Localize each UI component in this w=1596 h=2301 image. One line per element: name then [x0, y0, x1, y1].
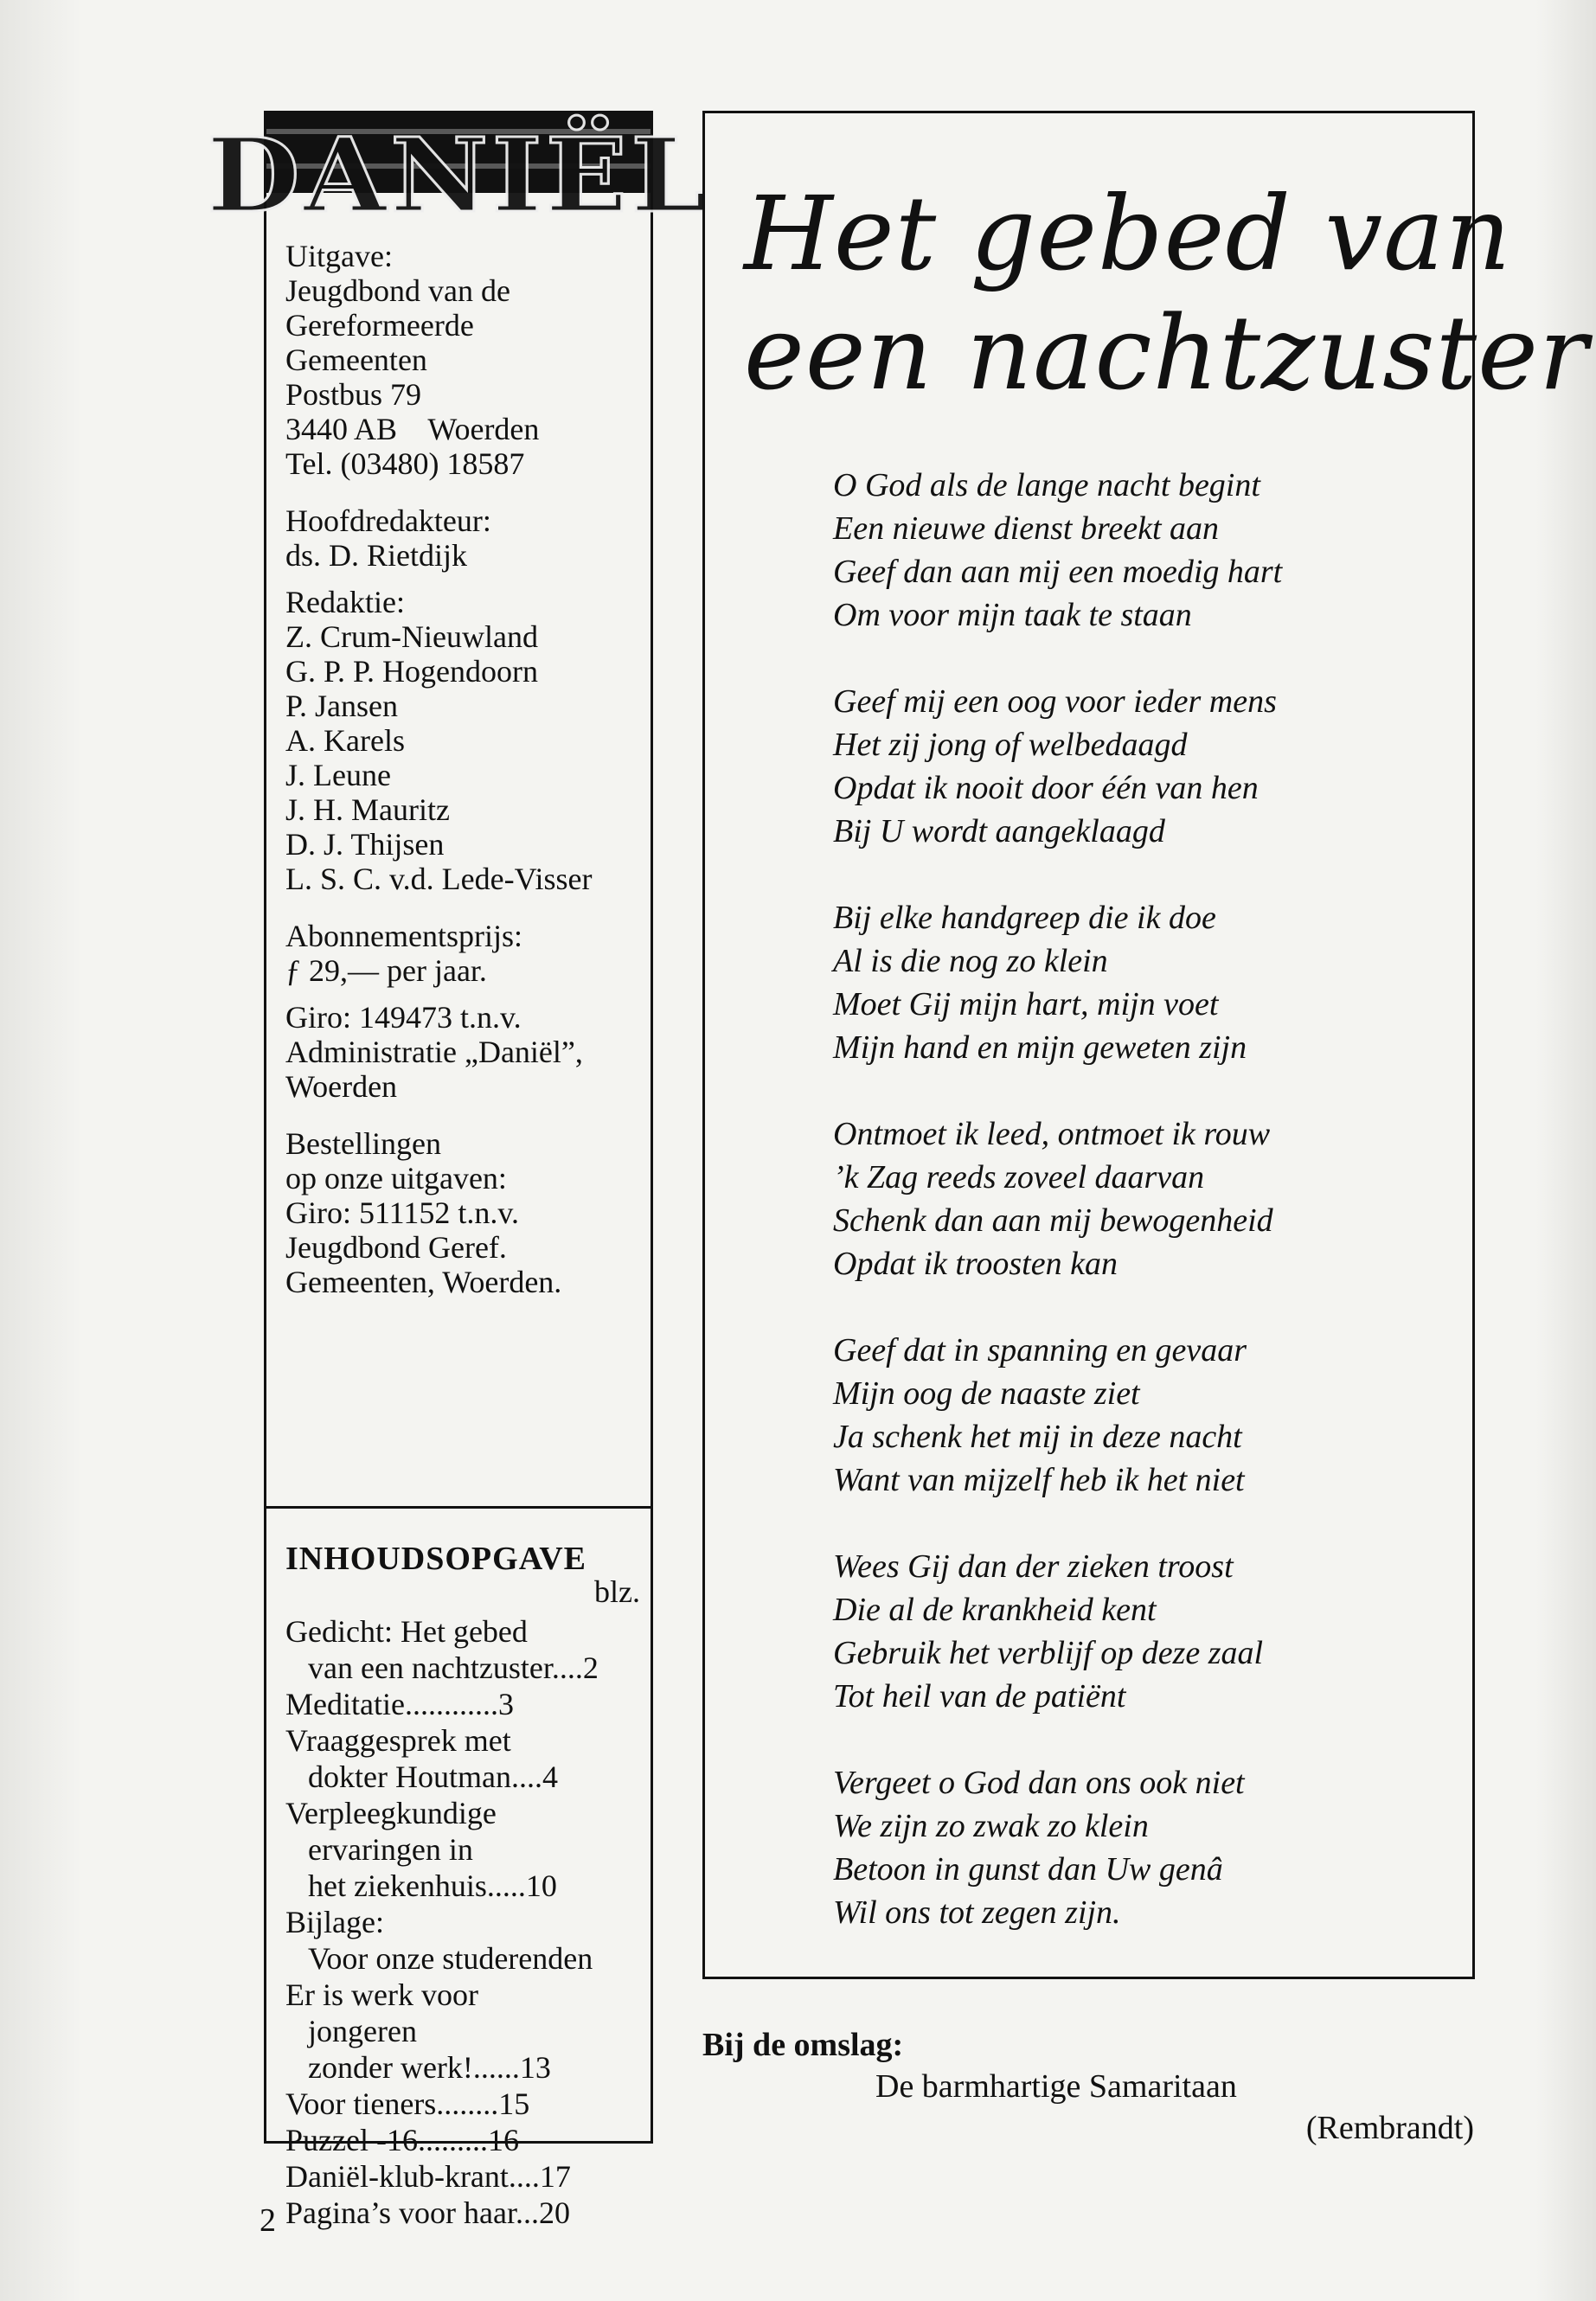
- poem-title-line: Het gebed van: [744, 174, 1512, 293]
- toc-entry-line: Meditatie............3: [285, 1687, 514, 1721]
- poem-line: Om voor mijn taak te staan: [833, 597, 1192, 633]
- poem-line: Opdat ik troosten kan: [833, 1246, 1118, 1282]
- toc-entry-line: ervaringen in: [308, 1832, 473, 1867]
- toc-entry-line: Pagina’s voor haar...20: [285, 2195, 570, 2230]
- poem-stanza: [833, 1329, 1439, 1502]
- toc-entry-line: dokter Houtman....4: [308, 1759, 558, 1794]
- toc-entry-line: Bijlage:: [285, 1905, 384, 1939]
- toc-entry: [285, 1795, 640, 1904]
- poem-stanza: [833, 680, 1439, 853]
- poem-line: Geef dan aan mij een moedig hart: [833, 554, 1283, 590]
- poem-line: Wil ons tot zegen zijn.: [833, 1894, 1121, 1931]
- colophon-box: [207, 111, 710, 2230]
- uitgave-line: Postbus 79: [285, 377, 422, 412]
- poem-stanza: [833, 1112, 1439, 1285]
- toc-entry-line: het ziekenhuis.....10: [308, 1868, 557, 1903]
- poem-line: Betoon in gunst dan Uw genâ: [833, 1851, 1223, 1888]
- hoofdredakteur-name: ds. D. Rietdijk: [285, 538, 468, 573]
- poem-line: Ja schenk het mij in deze nacht: [833, 1419, 1242, 1455]
- bestellingen-line: Giro: 511152 t.n.v.: [285, 1195, 519, 1230]
- uitgave-block: [285, 239, 640, 481]
- toc-entry-line: jongeren: [308, 2014, 417, 2048]
- giro-line: Woerden: [285, 1069, 398, 1104]
- toc-entry: [285, 2195, 640, 2231]
- toc-entry: [285, 1613, 640, 1686]
- cover-note: [702, 2024, 1481, 2149]
- redaktie-name: A. Karels: [285, 723, 405, 758]
- poem-stanzas: [833, 464, 1439, 1977]
- redaktie-name: J. Leune: [285, 758, 391, 792]
- masthead-logo: [207, 113, 710, 235]
- logo-text: DANIËL: [207, 115, 710, 235]
- abonnement-price: ƒ 29,— per jaar.: [285, 953, 487, 988]
- toc-entry: [285, 2122, 640, 2158]
- cover-label: Bij de omslag:: [702, 2027, 904, 2063]
- giro-line: Giro: 149473 t.n.v.: [285, 1000, 522, 1035]
- poem-title-line: een nachtzuster: [744, 293, 1589, 413]
- bestellingen-block: [285, 1126, 640, 1299]
- toc-entry-line: Puzzel -16.........16: [285, 2123, 519, 2157]
- poem-line: Al is die nog zo klein: [833, 943, 1108, 979]
- poem-stanza: [833, 1545, 1439, 1718]
- poem-line: O God als de lange nacht begint: [833, 467, 1260, 503]
- cover-title: De barmhartige Samaritaan: [875, 2068, 1237, 2105]
- abonnement-label: Abonnementsprijs:: [285, 919, 522, 953]
- redaktie-name: P. Jansen: [285, 689, 399, 723]
- poem-line: Wees Gij dan der zieken troost: [833, 1548, 1234, 1585]
- toc-entry: [285, 1904, 640, 1977]
- toc-entry-line: zonder werk!......13: [308, 2050, 551, 2085]
- redaktie-name: J. H. Mauritz: [285, 792, 450, 827]
- poem-line: Mijn hand en mijn geweten zijn: [833, 1029, 1247, 1066]
- toc-blz-label: blz.: [594, 1574, 640, 1609]
- redaktie-name: G. P. P. Hogendoorn: [285, 654, 539, 689]
- table-of-contents: [285, 1541, 640, 2231]
- poem-line: Bij U wordt aangeklaagd: [833, 813, 1165, 849]
- bestellingen-line: Gemeenten, Woerden.: [285, 1265, 562, 1299]
- poem-stanza: [833, 1761, 1439, 1934]
- poem-line: Opdat ik nooit door één van hen: [833, 770, 1259, 806]
- toc-entry: [285, 1686, 640, 1722]
- poem-line: Een nieuwe dienst breekt aan: [833, 510, 1220, 547]
- toc-entry-line: Gedicht: Het gebed: [285, 1614, 528, 1649]
- poem-line: Gebruik het verblijf op deze zaal: [833, 1635, 1264, 1671]
- toc-entry-line: Daniël-klub-krant....17: [285, 2159, 571, 2194]
- redaktie-name: L. S. C. v.d. Lede-Visser: [285, 862, 593, 896]
- poem-line: Vergeet o God dan ons ook niet: [833, 1765, 1245, 1801]
- redaktie-block: [285, 585, 640, 896]
- poem-line: Mijn oog de naaste ziet: [833, 1375, 1140, 1412]
- toc-entry: [285, 1722, 640, 1795]
- poem-line: Want van mijzelf heb ik het niet: [833, 1462, 1245, 1498]
- toc-entry-line: Er is werk voor: [285, 1977, 478, 2012]
- poem-line: ’k Zag reeds zoveel daarvan: [833, 1159, 1205, 1195]
- poem-line: We zijn zo zwak zo klein: [833, 1808, 1149, 1844]
- uitgave-line: 3440 AB Woerden: [285, 412, 540, 446]
- toc-entry: [285, 2158, 640, 2195]
- uitgave-line: Jeugdbond van de: [285, 273, 510, 308]
- hoofdredakteur-block: [285, 503, 640, 573]
- bestellingen-line: Jeugdbond Geref.: [285, 1230, 507, 1265]
- cover-credit: (Rembrandt): [1305, 2110, 1474, 2146]
- poem-line: Geef dat in spanning en gevaar: [833, 1332, 1247, 1368]
- uitgave-line: Gemeenten: [285, 343, 427, 377]
- bestellingen-line: op onze uitgaven:: [285, 1161, 507, 1195]
- toc-entry: [285, 2086, 640, 2122]
- poem-line: Tot heil van de patiënt: [833, 1678, 1126, 1715]
- giro-line: Administratie „Daniël”,: [285, 1035, 583, 1069]
- poem-title: [744, 174, 1588, 413]
- toc-entry-line: Voor tieners........15: [285, 2086, 530, 2121]
- poem-line: Ontmoet ik leed, ontmoet ik rouw: [833, 1116, 1271, 1152]
- poem-line: Die al de krankheid kent: [833, 1592, 1157, 1628]
- uitgave-label: Uitgave:: [285, 239, 393, 273]
- toc-entry-line: van een nachtzuster....2: [308, 1650, 599, 1685]
- toc-entry-line: Vraaggesprek met: [285, 1723, 511, 1758]
- toc-heading: INHOUDSOPGAVE: [285, 1541, 587, 1577]
- scan-edge-left: [0, 0, 82, 2301]
- poem-line: Geef mij een oog voor ieder mens: [833, 683, 1277, 720]
- giro-block: [285, 1000, 640, 1104]
- abonnement-block: [285, 919, 640, 988]
- toc-entry: [285, 1977, 640, 2086]
- poem-box: [702, 111, 1589, 1979]
- poem-stanza: [833, 464, 1439, 637]
- poem-line: Het zij jong of welbedaagd: [833, 727, 1188, 763]
- colophon: [285, 239, 640, 1322]
- poem-line: Schenk dan aan mij bewogenheid: [833, 1202, 1273, 1239]
- hoofdredakteur-label: Hoofdredakteur:: [285, 503, 491, 538]
- poem-line: Moet Gij mijn hart, mijn voet: [833, 986, 1219, 1022]
- toc-entry-line: Voor onze studerenden: [308, 1941, 593, 1976]
- bestellingen-line: Bestellingen: [285, 1126, 441, 1161]
- redaktie-name: D. J. Thijsen: [285, 827, 445, 862]
- page-number: 2: [260, 2202, 276, 2239]
- poem-stanza: [833, 896, 1439, 1069]
- redaktie-label: Redaktie:: [285, 585, 405, 619]
- redaktie-name: Z. Crum-Nieuwland: [285, 619, 538, 654]
- uitgave-line: Gereformeerde: [285, 308, 474, 343]
- poem-line: Bij elke handgreep die ik doe: [833, 900, 1216, 936]
- toc-entry-line: Verpleegkundige: [285, 1796, 497, 1830]
- uitgave-line: Tel. (03480) 18587: [285, 446, 525, 481]
- colophon-divider: [266, 1506, 651, 1509]
